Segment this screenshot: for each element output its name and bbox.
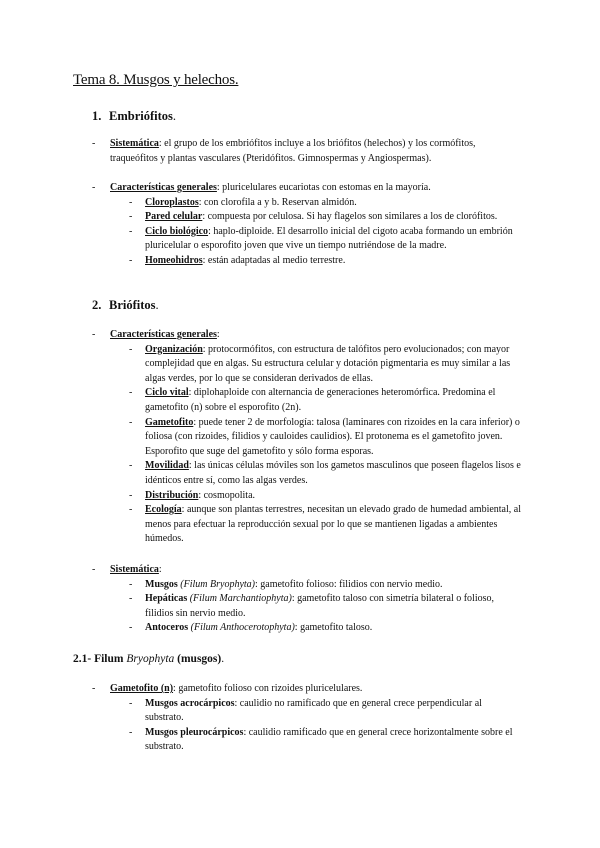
subitem-text: : protocormófitos, con estructura de talófitos pero evolucionados; con mayor complejidad que en algas. Su estructura celular y dotación pigmentaria es muy similar a las algas verdes, por lo que se consideran derivados de ellas. — [145, 343, 511, 384]
section-2-number: 2. — [92, 298, 102, 312]
s21-gametofito-list: - Gametofito (n): gametofito folioso con rizoides pluricelulares. - Musgos acrocárpicos: caulidio no ramificado que en general crece perpendicular al substrato. - Musgos pleurocárpicos: caulidio ramificado que en general crece horizontalmente sobre el substrato. — [92, 682, 522, 755]
s1-sistematica-text: : el grupo de los embriófitos incluye a los briófitos (helechos) y los cormófitos, traqueófitos y plantas vasculares (Pteridófitos. Gimnospermas y Angiospermas). — [110, 138, 476, 164]
s1-caract-subitem: - Cloroplastos: con clorofila a y b. Reservan almidón. — [129, 196, 357, 208]
section-2-1-suffix: (musgos) — [174, 653, 222, 665]
subitem-text: : con clorofila a y b. Reservan almidón. — [198, 196, 357, 208]
subitem-text: : cosmopolita. — [198, 489, 256, 501]
subitem-text: : aunque son plantas terrestres, necesitan un elevado grado de humedad ambiental, al menos para efectuar la reproducción sexual por lo que se mantienen ligadas a ambientes húmedos. — [145, 504, 521, 545]
subitem-term: Distribución — [145, 489, 199, 501]
s21-gametofito-term: Gametofito (n) — [110, 683, 174, 694]
subitem-term: Musgos acrocárpicos — [145, 697, 235, 709]
s1-caracteristicas-list: - Características generales: pluricelulares eucariotas con estomas en la mayoría. - Cloroplastos: con clorofila a y b. Reservan almidón. - Pared celular: compuesta por celulosa. Si hay flagelos son similares a los de clorófitos. - Ciclo biológico: haplo-diploide. El desarrollo inicial del cigoto acaba formando un embrión pluricelular o esporofito joven que vive un tiempo nutriéndose de la madre. - Homeohidros: están adaptadas al medio terrestre. — [92, 181, 522, 269]
subitem-text: : están adaptadas al medio terrestre. — [202, 254, 346, 266]
subitem-text: : gametofito taloso. — [294, 622, 373, 634]
s2-caract-subitem: - Gametofito: puede tener 2 de morfología: talosa (laminares con rizoides en la cara inferior) o foliosa (con rizoides, filidios y cauloides caulidios). El protonema es el gametofito joven. Esporofito que suge del gametofito y sólo forma esporas. — [129, 416, 520, 457]
section-2-title: Briófitos — [109, 298, 156, 312]
section-2-1-prefix: 2.1- Filum — [73, 653, 127, 665]
subitem-term: Ecología — [145, 504, 182, 516]
s2-caracteristicas-list: - Características generales: - Organización: protocormófitos, con estructura de talófitos pero evolucionados; con mayor complejidad que en algas. Su estructura celular y dotación pigmentaria es muy similar a las algas verdes, por lo que se consideran derivados de ellas. - Ciclo vital: diplohaploide con alternancia de generaciones heteromórfica. Predomina el gametofito (n) sobre el esporofito (2n). - Gametofito: puede tener 2 de morfología: talosa (laminares con rizoides en la cara inferior) o foliosa (con rizoides, filidios y cauloides caulidios). El protonema es el gametofito joven. Esporofito que suge del gametofito y sólo forma esporas. - Movilidad: las únicas células móviles son los gametos masculinos que poseen flagelos lisos e idénticos entre sí, como las algas verdes. - Distribución: cosmopolita. - Ecología: aunque son plantas terrestres, necesitan un elevado grado de humedad ambiental, al menos para efectuar la reproducción sexual por lo que se mantienen ligadas a ambientes húmedos. — [92, 328, 522, 547]
section-2-1-latin: Bryophyta — [126, 653, 175, 665]
s2-sistematica-list: - Sistemática: - Musgos (Filum Bryophyta): gametofito folioso: filidios con nervio medio. - Hepáticas (Filum Marchantiophyta): gametofito taloso con simetría bilateral o folioso, filidios sin nervio medio. - Antoceros (Filum Anthocerotophyta): gametofito taloso. — [92, 563, 522, 636]
subitem-term: Homeohidros — [145, 254, 203, 266]
s2-caract-subitem: - Distribución: cosmopolita. — [129, 489, 256, 501]
s2-sistematica-subitem: - Musgos (Filum Bryophyta): gametofito folioso: filidios con nervio medio. — [129, 578, 443, 590]
s1-caract-subitem: - Homeohidros: están adaptadas al medio terrestre. — [129, 254, 346, 266]
subitem-term: Organización — [145, 343, 203, 355]
s2-caract-subitem: - Ciclo vital: diplohaploide con alternancia de generaciones heteromórfica. Predomina el gametofito (n) sobre el esporofito (2n). — [129, 387, 496, 413]
subitem-text: : compuesta por celulosa. Si hay flagelos son similares a los de clorófitos. — [202, 211, 498, 223]
subitem-text: : caulidio no ramificado que en general crece perpendicular al substrato. — [145, 697, 482, 724]
s1-caract-text: : pluricelulares eucariotas con estomas en la mayoría. — [216, 182, 431, 193]
s21-gametofito-subitem: - Musgos acrocárpicos: caulidio no ramificado que en general crece perpendicular al substrato. — [129, 697, 482, 724]
subitem-term: Pared celular — [145, 211, 203, 223]
s2-sistematica-subitem: - Antoceros (Filum Anthocerotophyta): gametofito taloso. — [129, 622, 373, 634]
subitem-term: Ciclo vital — [145, 387, 189, 399]
subitem-text: : gametofito taloso con simetría bilateral o folioso, filidios sin nervio medio. — [145, 593, 495, 619]
subitem-text: : puede tener 2 de morfología: talosa (laminares con rizoides en la cara inferior) o foliosa (con rizoides, filidios y cauloides caulidios). El protonema es el gametofito joven. Esporofito que suge del gametofito y sólo forma esporas. — [145, 416, 520, 457]
section-2-heading: 2. Briófitos. — [92, 298, 159, 312]
subitem-term: Ciclo biológico — [145, 225, 209, 237]
s2-caract-term: Características generales — [110, 329, 217, 340]
s2-caract-text: : — [216, 329, 220, 340]
section-1-number: 1. — [92, 109, 102, 123]
subitem-term: Musgos pleurocárpicos — [145, 726, 244, 738]
s2-caract-subitem: - Movilidad: las únicas células móviles son los gametos masculinos que poseen flagelos lisos e idénticos entre sí, como las algas verdes. — [129, 460, 521, 486]
subitem-term: Cloroplastos — [145, 196, 199, 208]
s21-gametofito-subitem: - Musgos pleurocárpicos: caulidio ramificado que en general crece horizontalmente sobre el substrato. — [129, 726, 513, 753]
section-2-1-heading — [73, 653, 224, 665]
section-1-title: Embriófitos — [109, 109, 173, 123]
subitem-text: : diplohaploide con alternancia de generaciones heteromórfica. Predomina el gametofito (n) sobre el esporofito (2n). — [145, 387, 496, 413]
s1-caract-term: Características generales — [110, 182, 217, 193]
s1-caract-subitem: - Ciclo biológico: haplo-diploide. El desarrollo inicial del cigoto acaba formando un embrión pluricelular o esporofito joven que vive un tiempo nutriéndose de la madre. — [129, 225, 513, 252]
s2-caract-subitem: - Ecología: aunque son plantas terrestres, necesitan un elevado grado de humedad ambiental, al menos para efectuar la reproducción sexual por lo que se mantienen ligadas a ambientes húmedos. — [129, 504, 521, 545]
subitem-text: : caulidio ramificado que en general crece horizontalmente sobre el substrato. — [145, 726, 513, 753]
subitem-text: : gametofito folioso: filidios con nervio medio. — [255, 578, 443, 590]
subitem-latin: (Filum Anthocerotophyta) — [188, 622, 295, 634]
subitem-term: Gametofito — [145, 416, 194, 428]
s2-caract-subitem: - Organización: protocormófitos, con estructura de talófitos pero evolucionados; con mayor complejidad que en algas. Su estructura celular y dotación pigmentaria es muy similar a las algas verdes, por lo que se consideran derivados de ellas. — [129, 343, 511, 384]
s2-sistematica-term: Sistemática — [110, 564, 159, 575]
s1-caract-subitem: - Pared celular: compuesta por celulosa. Si hay flagelos son similares a los de clorófitos. — [129, 211, 498, 223]
document-title: Tema 8. Musgos y helechos. — [73, 72, 239, 88]
section-2-1-end: . — [221, 653, 225, 665]
subitem-term: Hepáticas — [145, 593, 188, 605]
s1-sistematica-item: - Sistemática: el grupo de los embriófitos incluye a los briófitos (helechos) y los cormófitos, traqueófitos y plantas vasculares (Pteridófitos. Gimnospermas y Angiospermas). — [92, 138, 476, 164]
subitem-term: Musgos — [145, 578, 178, 590]
section-1-heading: 1. Embriófitos. — [92, 109, 177, 123]
s1-sistematica-term: Sistemática — [110, 138, 159, 149]
s21-gametofito-text: : gametofito folioso con rizoides pluricelulares. — [173, 683, 363, 694]
s2-sistematica-text: : — [158, 564, 162, 575]
subitem-text: : las únicas células móviles son los gametos masculinos que poseen flagelos lisos e idénticos entre sí, como las algas verdes. — [145, 460, 521, 486]
subitem-latin: (Filum Bryophyta) — [177, 578, 255, 590]
subitem-latin: (Filum Marchantiophyta) — [187, 593, 292, 605]
subitem-term: Movilidad — [145, 460, 189, 472]
s2-sistematica-subitem: - Hepáticas (Filum Marchantiophyta): gametofito taloso con simetría bilateral o folioso, filidios sin nervio medio. — [129, 593, 495, 619]
subitem-term: Antoceros — [145, 622, 189, 634]
subitem-text: : haplo-diploide. El desarrollo inicial del cigoto acaba formando un embrión pluricelular o esporofito joven que vive un tiempo nutriéndose de la madre. — [145, 225, 513, 252]
